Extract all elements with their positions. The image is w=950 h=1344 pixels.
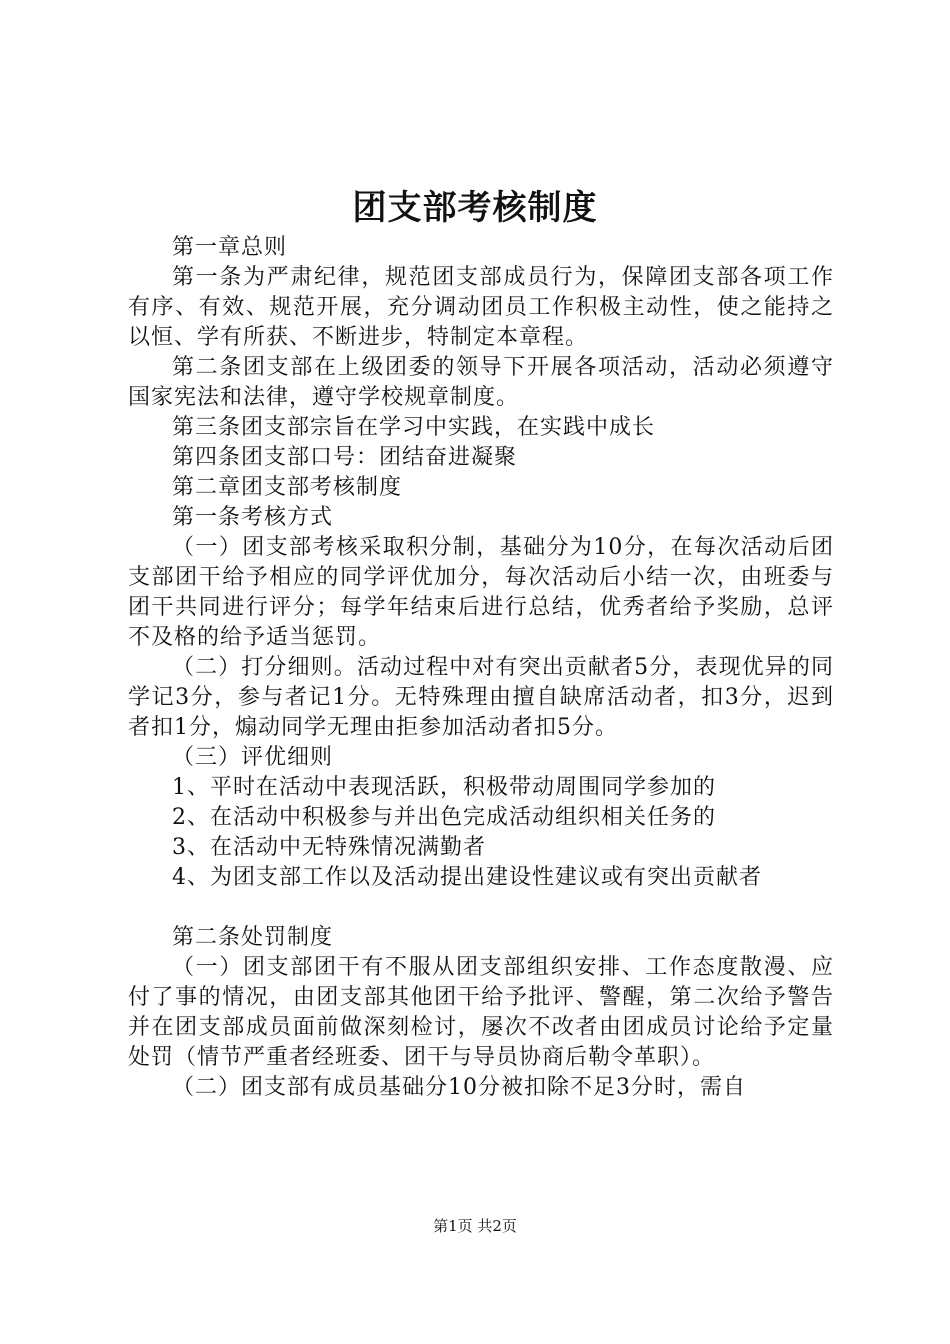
paragraph-article-3: 第三条团支部宗旨在学习中实践，在实践中成长 bbox=[172, 415, 656, 440]
list-item: 3、在活动中无特殊情况满勤者 bbox=[172, 835, 486, 860]
list-item: 1、平时在活动中表现活跃，积极带动周围同学参加的 bbox=[172, 775, 716, 800]
paragraph-assessment-2: （二）打分细则。活动过程中对有突出贡献者5分，表现优异的同学记3分，参与者记1分。无特殊理由擅自缺席活动者，扣3分，迟到者扣1分，煽动同学无理由拒参加活动者扣5分。 bbox=[128, 655, 834, 740]
paragraph-assessment-1: （一）团支部考核采取积分制，基础分为10分，在每次活动后团支部团干给予相应的同学评优加分，每次活动后小结一次，由班委与团干共同进行评分；每学年结束后进行总结，优秀者给予奖励，总评不及格的给予适当惩罚。 bbox=[128, 535, 834, 650]
list-item: 2、在活动中积极参与并出色完成活动组织相关任务的 bbox=[172, 805, 716, 830]
document-body bbox=[128, 233, 834, 1103]
page-footer: 第1页 共2页 bbox=[433, 1217, 517, 1235]
paragraph-assessment-3: （三）评优细则 bbox=[172, 745, 334, 770]
paragraph-penalty-title: 第二条处罚制度 bbox=[172, 925, 334, 950]
paragraph-chapter-2: 第二章团支部考核制度 bbox=[172, 475, 403, 500]
paragraph-penalty-1: （一）团支部团干有不服从团支部组织安排、工作态度散漫、应付了事的情况，由团支部其他团干给予批评、警醒，第二次给予警告并在团支部成员面前做深刻检讨，屡次不改者由团成员讨论给予定量处罚（情节严重者经班委、团干与导员协商后勒令革职）。 bbox=[128, 955, 834, 1070]
paragraph-assessment-method: 第一条考核方式 bbox=[172, 505, 334, 530]
paragraph-article-2: 第二条团支部在上级团委的领导下开展各项活动，活动必须遵守国家宪法和法律，遵守学校规章制度。 bbox=[128, 355, 834, 410]
paragraph-article-1: 第一条为严肃纪律，规范团支部成员行为，保障团支部各项工作有序、有效、规范开展，充分调动团员工作积极主动性，使之能持之以恒、学有所获、不断进步，特制定本章程。 bbox=[128, 265, 834, 350]
paragraph-article-4: 第四条团支部口号：团结奋进凝聚 bbox=[172, 445, 518, 470]
paragraph-penalty-2: （二）团支部有成员基础分10分被扣除不足3分时，需自 bbox=[172, 1075, 746, 1100]
list-item: 4、为团支部工作以及活动提出建设性建议或有突出贡献者 bbox=[172, 865, 762, 890]
paragraph-chapter-1: 第一章总则 bbox=[172, 235, 288, 260]
page-title: 团支部考核制度 bbox=[352, 188, 598, 228]
